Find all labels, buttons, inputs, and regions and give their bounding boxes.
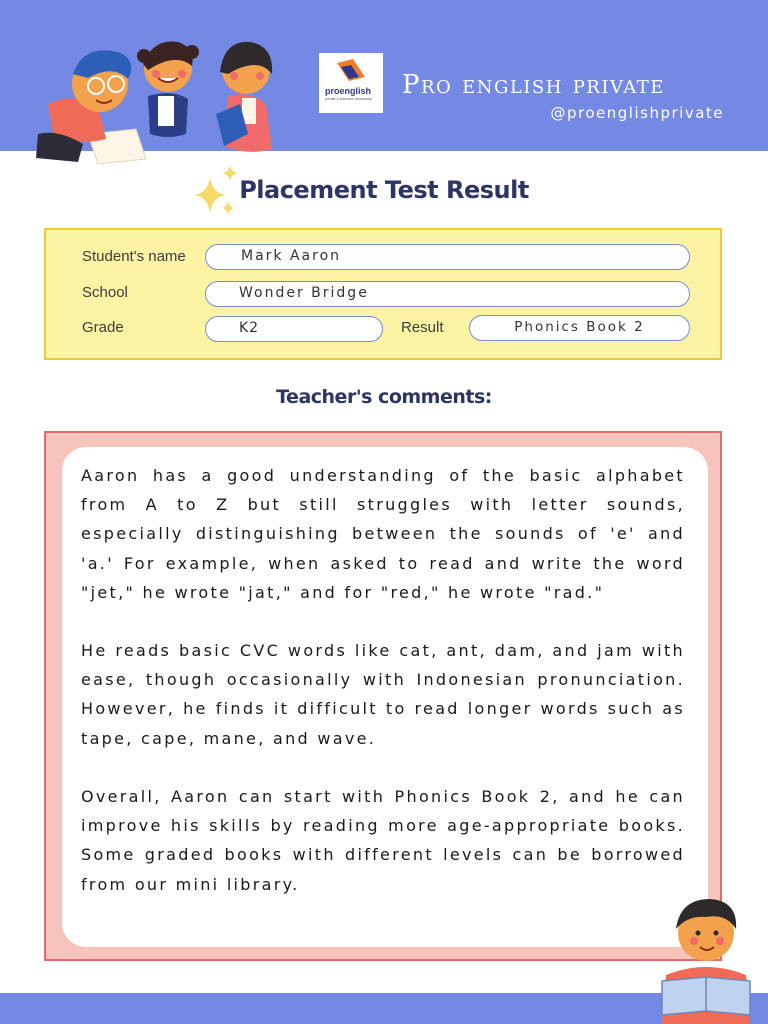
result-field: Phonics Book 2 (469, 315, 690, 341)
book-logo-icon (319, 53, 383, 87)
footer-bar (0, 993, 768, 1024)
grade-label: Grade (82, 319, 124, 336)
school-label: School (82, 284, 128, 301)
comment-paragraph: Aaron has a good understanding of the basic alphabet from A to Z but still struggles with letter sounds, especially distinguishing between the sounds of 'e' and 'a.' For example, when asked to read and write the word "jet," he wrote "jat," and for "red," he wrote "rad." (81, 466, 685, 602)
school-field: Wonder Bridge (205, 281, 690, 307)
brand-name: Pro english private (402, 70, 665, 100)
logo-text: proenglish (325, 86, 372, 96)
boy-reading-illustration (654, 893, 758, 1024)
comments-heading: Teacher's comments: (276, 386, 492, 408)
result-label: Result (401, 319, 444, 336)
student-name-field: Mark Aaron (205, 244, 690, 270)
student-name-label: Student's name (82, 248, 186, 265)
proenglish-logo (319, 53, 383, 113)
page-title: Placement Test Result (239, 176, 529, 204)
brand-handle: @proenglishprivate (550, 104, 724, 122)
comment-paragraph: He reads basic CVC words like cat, ant, dam, and jam with ease, though occasionally with Indonesian pronunciation. However, he finds it difficult to read longer words such as tape, cape, mane, and wave. (81, 641, 685, 748)
grade-field: K2 (205, 316, 383, 342)
comment-paragraph: Overall, Aaron can start with Phonics Book 2, and he can improve his skills by reading more age-appropriate books. Some graded books with different levels can be borrowed from our mini library. (81, 787, 685, 894)
children-reading-illustration (28, 34, 298, 164)
logo-tagline: private & intensive homestudy (325, 97, 372, 101)
